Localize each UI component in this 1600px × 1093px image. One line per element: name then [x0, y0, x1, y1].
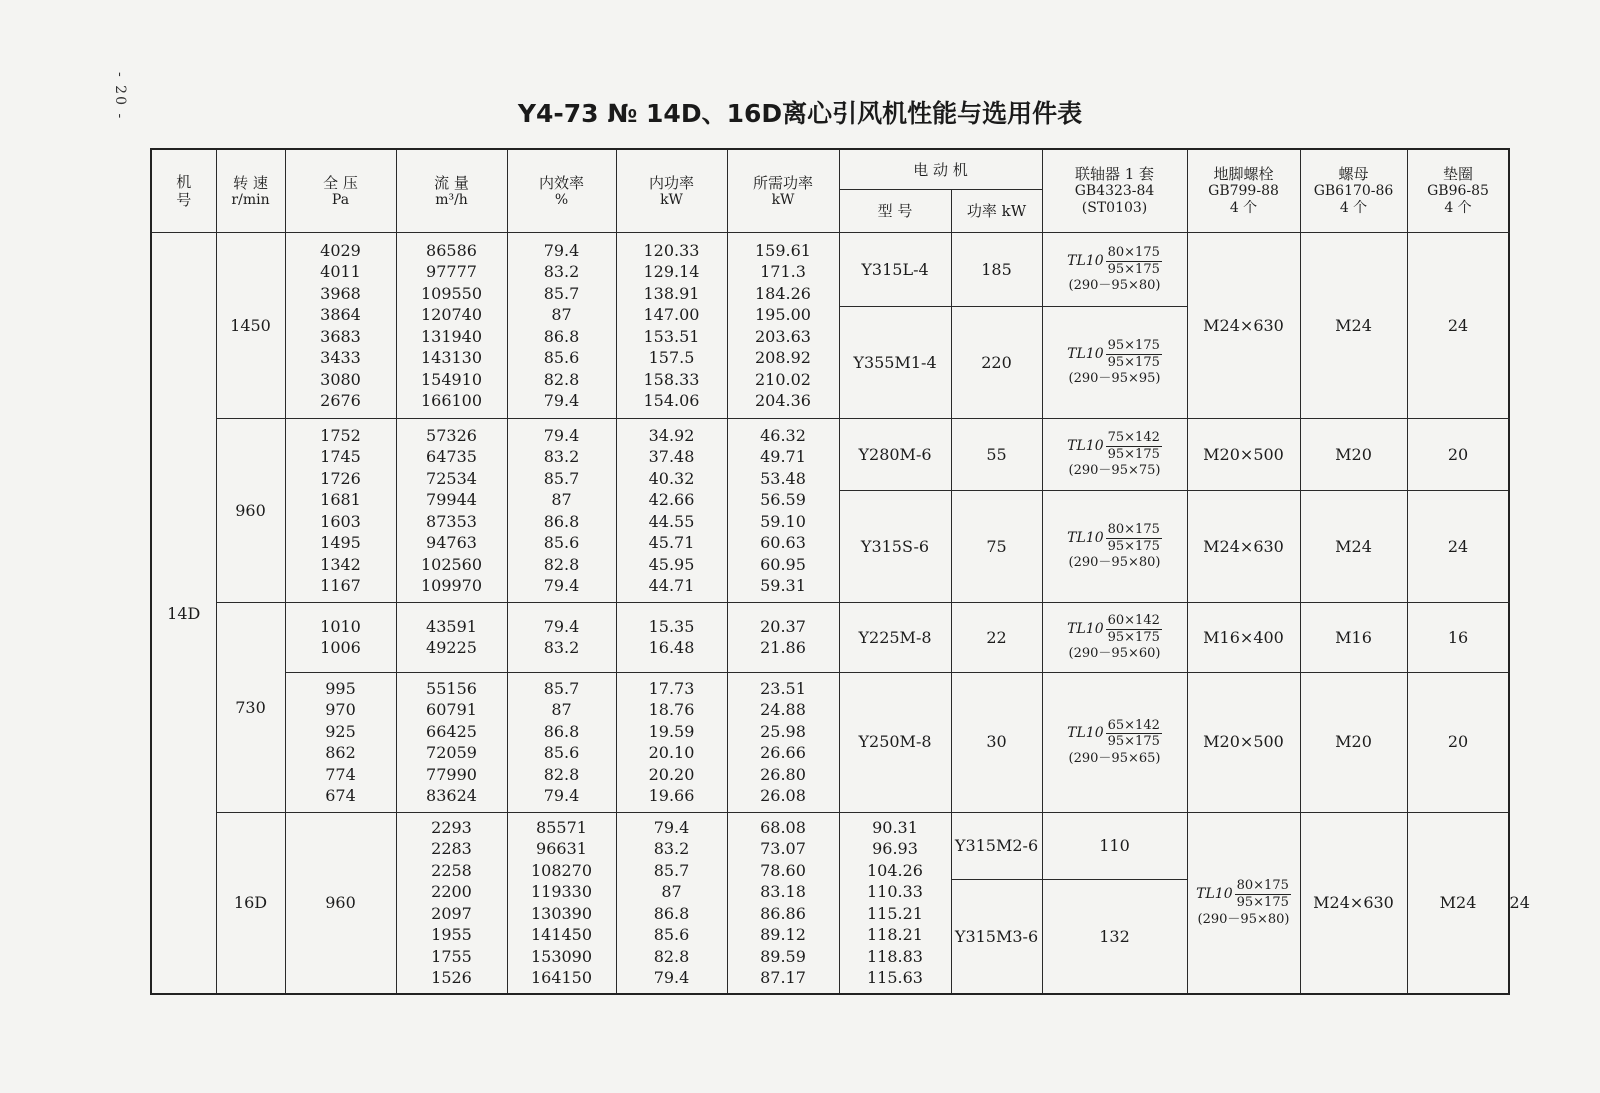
data-value: 82.8 [543, 369, 580, 389]
data-value: 115.21 [867, 903, 923, 923]
data-value: 4029 [320, 240, 361, 260]
data-value: 23.51 [760, 678, 806, 698]
efficiency-cell [507, 603, 616, 672]
required-power-cell [727, 672, 839, 812]
data-value: 130390 [530, 903, 593, 923]
coupling-code: TL10 [1067, 620, 1104, 637]
coupling-spec [1188, 878, 1300, 927]
data-value: 3864 [320, 305, 361, 325]
coupling-numerator: 80×175 [1236, 878, 1289, 894]
coupling-fraction [1235, 878, 1291, 910]
data-value: 79.4 [653, 968, 690, 988]
data-value: 87 [551, 490, 572, 510]
data-value: 78.60 [760, 860, 806, 880]
data-value: 82.8 [653, 946, 690, 966]
coupling-cell [1042, 419, 1187, 491]
pressure-cell [285, 419, 396, 603]
data-value: 20.10 [648, 743, 695, 763]
data-value: 2293 [431, 817, 472, 837]
data-value: 110.33 [867, 882, 923, 902]
nut-cell: M20 [1300, 672, 1407, 812]
data-value: 158.33 [643, 369, 700, 389]
motor-type-cell: Y315M2-6 [951, 812, 1042, 879]
motor-power-cell: 185 [951, 233, 1042, 307]
coupling-fraction [1106, 522, 1162, 554]
data-value: 83.2 [543, 262, 580, 282]
flow-cell [396, 419, 507, 603]
data-value: 94763 [426, 533, 477, 553]
data-value: 85.7 [543, 283, 580, 303]
data-value: 164150 [530, 968, 593, 988]
coupling-code: TL10 [1067, 252, 1104, 269]
data-value: 2258 [431, 860, 472, 880]
data-value: 3683 [320, 326, 361, 346]
coupling-denominator: 95×175 [1107, 446, 1160, 462]
pressure-cell [396, 812, 507, 994]
data-value: 82.8 [543, 554, 580, 574]
coupling-fraction [1106, 245, 1162, 277]
washer-cell: 16 [1407, 603, 1509, 672]
coupling-fraction [1106, 430, 1162, 462]
data-value: 2097 [431, 903, 472, 923]
data-value: 109970 [420, 576, 483, 596]
speed-cell: 960 [285, 812, 396, 994]
data-value: 83.2 [543, 638, 580, 658]
data-value: 49.71 [760, 447, 806, 467]
data-value: 83624 [426, 786, 477, 806]
data-value: 104.26 [867, 860, 923, 880]
data-value: 16.48 [648, 638, 695, 658]
data-value: 42.66 [648, 490, 695, 510]
data-value: 85.6 [543, 743, 580, 763]
data-value: 2676 [320, 391, 361, 411]
data-value: 86.8 [543, 721, 580, 741]
data-value: 40.32 [648, 468, 695, 488]
coupling-spec [1043, 613, 1187, 662]
data-value: 129.14 [643, 262, 700, 282]
inner-power-cell [727, 812, 839, 994]
coupling-denominator: 95×175 [1107, 538, 1160, 554]
anchor-bolt-cell: M20×500 [1187, 672, 1300, 812]
data-value: 1745 [320, 447, 361, 467]
data-value: 970 [325, 700, 356, 720]
data-value: 85.6 [543, 348, 580, 368]
speed-cell: 1450 [216, 233, 285, 419]
data-value: 79.4 [543, 240, 580, 260]
data-value: 674 [325, 786, 356, 806]
data-value: 118.83 [867, 946, 923, 966]
motor-type-cell: Y355M1-4 [839, 306, 951, 418]
motor-power-cell: 55 [951, 419, 1042, 491]
data-value: 53.48 [760, 468, 806, 488]
data-value: 72534 [426, 468, 477, 488]
header-coupling: 联轴器 1 套 GB4323-84 (ST0103) [1042, 149, 1187, 233]
table-row [151, 419, 1509, 491]
coupling-numerator: 65×142 [1107, 717, 1160, 733]
coupling-dimension: (290－95×75) [1068, 463, 1161, 479]
data-value: 55156 [426, 678, 477, 698]
coupling-code: TL10 [1067, 725, 1104, 742]
data-value: 79.4 [543, 576, 580, 596]
speed-cell: 730 [216, 603, 285, 812]
data-value: 97777 [426, 262, 477, 282]
data-value: 774 [325, 764, 356, 784]
data-value: 56.59 [760, 490, 806, 510]
washer-cell: 20 [1407, 672, 1509, 812]
motor-power-cell: 110 [1042, 812, 1187, 879]
data-value: 3433 [320, 348, 361, 368]
data-value: 203.63 [755, 326, 811, 346]
data-value: 184.26 [755, 283, 811, 303]
efficiency-cell [507, 233, 616, 419]
data-value: 87353 [426, 511, 477, 531]
model-cell: 16D [216, 812, 285, 994]
data-value: 147.00 [643, 305, 700, 325]
nut-cell: M16 [1300, 603, 1407, 672]
header-pressure: 全 压 Pa [285, 149, 396, 233]
coupling-dimension: (290－95×80) [1068, 555, 1161, 571]
coupling-fraction [1106, 338, 1162, 370]
table-row: 16D 960 2293 2283 2258 2200 2097 1955 1755 1526 85571 96631 108270 119330 130390 141450 153090 164150 79.4 83.2 85.7 87 86.8 85.6 82.8 79.4 68.08 73.07 78.60 83.18 86.86 89.12 89.59 87.17 90.31 96.93 104.26 110.33 115.21 118.21 118.83 115.63 Y315M2-6 110 TL10 $\frac{80\times 175}{95\times 175}$ (290－95×80) M24×630 M24 24 [151, 812, 1509, 879]
washer-cell: 24 [1407, 490, 1509, 602]
motor-type-cell: Y315S-6 [839, 490, 951, 602]
efficiency-cell [507, 672, 616, 812]
coupling-numerator: 75×142 [1107, 430, 1160, 446]
anchor-bolt-cell: M16×400 [1187, 603, 1300, 672]
flow-cell [396, 603, 507, 672]
data-value: 1955 [431, 925, 472, 945]
inner-power-cell [616, 419, 727, 603]
performance-table [150, 148, 1530, 995]
coupling-dimension: (290－95×95) [1068, 371, 1161, 387]
data-value: 862 [325, 743, 356, 763]
flow-cell [396, 672, 507, 812]
data-value: 79.4 [543, 391, 580, 411]
data-value: 18.76 [648, 700, 695, 720]
data-value: 204.36 [755, 391, 811, 411]
data-value: 3080 [320, 369, 361, 389]
data-value: 68.08 [760, 817, 806, 837]
data-value: 83.18 [760, 882, 806, 902]
coupling-spec [1043, 430, 1187, 479]
data-value: 2283 [431, 839, 472, 859]
coupling-cell [1042, 490, 1187, 602]
data-value: 21.86 [760, 638, 806, 658]
coupling-spec [1043, 245, 1187, 294]
header-row-1 [151, 149, 1509, 190]
inner-power-cell [616, 672, 727, 812]
data-value: 2200 [431, 882, 472, 902]
nut-cell: M24 [1300, 233, 1407, 419]
pressure-cell [285, 672, 396, 812]
motor-power-cell: 220 [951, 306, 1042, 418]
data-value: 87 [551, 305, 572, 325]
data-value: 96631 [536, 839, 587, 859]
anchor-bolt-cell: M20×500 [1187, 419, 1300, 491]
data-value: 1755 [431, 946, 472, 966]
coupling-denominator: 95×175 [1107, 354, 1160, 370]
data-value: 46.32 [760, 425, 806, 445]
data-value: 102560 [420, 554, 483, 574]
data-value: 118.21 [867, 925, 923, 945]
header-washer: 垫圈 GB96-85 4 个 [1407, 149, 1509, 233]
data-value: 195.00 [755, 305, 811, 325]
data-value: 86.86 [760, 903, 806, 923]
header-nut: 螺母 GB6170-86 4 个 [1300, 149, 1407, 233]
data-value: 77990 [426, 764, 477, 784]
data-value: 995 [325, 678, 356, 698]
data-value: 86586 [426, 240, 477, 260]
data-value: 43591 [426, 616, 477, 636]
data-value: 20.20 [648, 764, 695, 784]
coupling-cell [1042, 233, 1187, 307]
page-title: Y4-73 № 14D、16D离心引风机性能与选用件表 [517, 99, 1083, 128]
anchor-bolt-cell: M24×630 [1187, 490, 1300, 602]
coupling-denominator: 95×175 [1236, 894, 1289, 910]
data-value: 15.35 [648, 616, 695, 636]
data-value: 79.4 [653, 817, 690, 837]
data-value: 157.5 [648, 348, 695, 368]
data-value: 171.3 [760, 262, 806, 282]
data-value: 19.59 [648, 721, 695, 741]
data-value: 141450 [530, 925, 593, 945]
inner-power-cell [616, 603, 727, 672]
data-value: 131940 [420, 326, 483, 346]
inner-power-cell [616, 233, 727, 419]
data-value: 1010 [320, 616, 361, 636]
motor-power-cell: 30 [951, 672, 1042, 812]
washer-cell: 20 [1407, 419, 1509, 491]
data-value: 119330 [530, 882, 593, 902]
data-value: 73.07 [760, 839, 806, 859]
data-value: 86.8 [543, 511, 580, 531]
data-value: 925 [325, 721, 356, 741]
efficiency-cell [616, 812, 727, 994]
pressure-cell [285, 603, 396, 672]
data-value: 1526 [431, 968, 472, 988]
motor-power-cell: 132 [1042, 879, 1187, 994]
motor-type-cell: Y315L-4 [839, 233, 951, 307]
data-value: 166100 [420, 391, 483, 411]
data-value: 208.92 [755, 348, 811, 368]
header-speed: 转 速 r/min [216, 149, 285, 233]
coupling-dimension: (290－95×65) [1068, 750, 1161, 766]
coupling-numerator: 60×142 [1107, 612, 1160, 628]
data-value: 64735 [426, 447, 477, 467]
anchor-bolt-cell: M24×630 [1300, 812, 1407, 994]
nut-cell: M20 [1300, 419, 1407, 491]
header-motor-power: 功率 kW [951, 190, 1042, 233]
data-value: 44.55 [648, 511, 695, 531]
data-value: 79.4 [543, 616, 580, 636]
data-value: 20.37 [760, 616, 806, 636]
washer-cell: 24 [1407, 233, 1509, 419]
data-value: 60791 [426, 700, 477, 720]
data-value: 60.63 [760, 533, 806, 553]
data-value: 87 [551, 700, 572, 720]
data-value: 1603 [320, 511, 361, 531]
anchor-bolt-cell: M24×630 [1187, 233, 1300, 419]
motor-power-cell: 75 [951, 490, 1042, 602]
data-value: 34.92 [648, 425, 695, 445]
flow-cell [396, 233, 507, 419]
coupling-code: TL10 [1067, 529, 1104, 546]
table-row [151, 672, 1509, 812]
data-value: 1495 [320, 533, 361, 553]
coupling-denominator: 95×175 [1107, 734, 1160, 750]
data-value: 138.91 [643, 283, 700, 303]
motor-type-cell: Y315M3-6 [951, 879, 1042, 994]
data-value: 87.17 [760, 968, 806, 988]
coupling-dimension: (290－95×60) [1068, 646, 1161, 662]
motor-type-cell: Y250M-8 [839, 672, 951, 812]
data-value: 120740 [420, 305, 483, 325]
required-power-cell [727, 603, 839, 672]
header-model-no: 机 号 [151, 149, 216, 233]
header-efficiency: 内效率 % [507, 149, 616, 233]
data-value: 59.10 [760, 511, 806, 531]
data-value: 45.95 [648, 554, 695, 574]
coupling-code: TL10 [1067, 437, 1104, 454]
required-power-cell [727, 419, 839, 603]
header-motor-type: 型 号 [839, 190, 951, 233]
coupling-cell [1042, 306, 1187, 418]
motor-power-cell: 22 [951, 603, 1042, 672]
data-value: 1726 [320, 468, 361, 488]
data-value: 153090 [530, 946, 593, 966]
data-value: 159.61 [755, 240, 811, 260]
flow-cell [507, 812, 616, 994]
data-value: 79.4 [543, 425, 580, 445]
data-value: 153.51 [643, 326, 700, 346]
header-anchor-bolt: 地脚螺栓 GB799-88 4 个 [1187, 149, 1300, 233]
coupling-spec [1043, 338, 1187, 387]
motor-type-cell: Y225M-8 [839, 603, 951, 672]
data-value: 85571 [536, 817, 587, 837]
header-inner-power: 内功率 kW [616, 149, 727, 233]
coupling-spec [1043, 522, 1187, 571]
data-value: 79944 [426, 490, 477, 510]
data-value: 25.98 [760, 721, 806, 741]
data-value: 17.73 [648, 678, 695, 698]
page-number: - 20 - [112, 72, 128, 121]
required-power-cell [839, 812, 951, 994]
data-value: 86.8 [543, 326, 580, 346]
header-flow: 流 量 m³/h [396, 149, 507, 233]
coupling-dimension: (290－95×80) [1197, 911, 1290, 927]
data-value: 86.8 [653, 903, 690, 923]
data-value: 59.31 [760, 576, 806, 596]
data-value: 83.2 [543, 447, 580, 467]
data-value: 1342 [320, 554, 361, 574]
motor-type-cell: Y280M-6 [839, 419, 951, 491]
data-value: 44.71 [648, 576, 695, 596]
coupling-numerator: 80×175 [1107, 522, 1160, 538]
efficiency-cell [507, 419, 616, 603]
data-value: 19.66 [648, 786, 695, 806]
coupling-fraction [1106, 718, 1162, 750]
data-value: 45.71 [648, 533, 695, 553]
data-value: 85.7 [543, 678, 580, 698]
data-value: 85.6 [653, 925, 690, 945]
header-required-power: 所需功率 kW [727, 149, 839, 233]
coupling-spec [1043, 718, 1187, 767]
data-value: 143130 [420, 348, 483, 368]
data-value: 85.7 [653, 860, 690, 880]
required-power-cell [727, 233, 839, 419]
data-value: 26.80 [760, 764, 806, 784]
table-row [151, 603, 1509, 672]
data-value: 154.06 [643, 391, 700, 411]
coupling-code: TL10 [1196, 886, 1233, 903]
model-cell: 14D [151, 233, 216, 994]
table-row [151, 233, 1509, 307]
pressure-cell [285, 233, 396, 419]
data-value: 79.4 [543, 786, 580, 806]
coupling-cell [1042, 603, 1187, 672]
data-value: 72059 [426, 743, 477, 763]
header-motor: 电 动 机 [839, 149, 1042, 190]
data-value: 90.31 [872, 817, 918, 837]
data-value: 1752 [320, 425, 361, 445]
coupling-numerator: 95×175 [1107, 338, 1160, 354]
speed-cell: 960 [216, 419, 285, 603]
data-value: 49225 [426, 638, 477, 658]
data-value: 83.2 [653, 839, 690, 859]
data-value: 3968 [320, 283, 361, 303]
data-value: 26.66 [760, 743, 806, 763]
data-value: 1006 [320, 638, 361, 658]
data-value: 210.02 [755, 369, 811, 389]
nut-cell: M24 [1407, 812, 1509, 994]
coupling-cell [1187, 812, 1300, 994]
data-value: 66425 [426, 721, 477, 741]
data-value: 154910 [420, 369, 483, 389]
coupling-denominator: 95×175 [1107, 629, 1160, 645]
nut-cell: M24 [1300, 490, 1407, 602]
coupling-dimension: (290－95×80) [1068, 278, 1161, 294]
coupling-cell [1042, 672, 1187, 812]
data-value: 4011 [320, 262, 361, 282]
data-value: 37.48 [648, 447, 695, 467]
coupling-fraction [1106, 613, 1162, 645]
data-value: 24.88 [760, 700, 806, 720]
data-value: 115.63 [867, 968, 923, 988]
data-value: 1167 [320, 576, 361, 596]
data-value: 96.93 [872, 839, 918, 859]
data-value: 60.95 [760, 554, 806, 574]
coupling-code: TL10 [1067, 345, 1104, 362]
data-value: 109550 [420, 283, 483, 303]
data-value: 85.7 [543, 468, 580, 488]
data-value: 89.59 [760, 946, 806, 966]
data-value: 108270 [530, 860, 593, 880]
data-value: 89.12 [760, 925, 806, 945]
data-value: 85.6 [543, 533, 580, 553]
data-value: 87 [661, 882, 682, 902]
data-value: 82.8 [543, 764, 580, 784]
coupling-numerator: 80×175 [1107, 245, 1160, 261]
data-value: 120.33 [643, 240, 700, 260]
data-value: 1681 [320, 490, 361, 510]
data-value: 26.08 [760, 786, 806, 806]
coupling-denominator: 95×175 [1107, 261, 1160, 277]
data-value: 57326 [426, 425, 477, 445]
